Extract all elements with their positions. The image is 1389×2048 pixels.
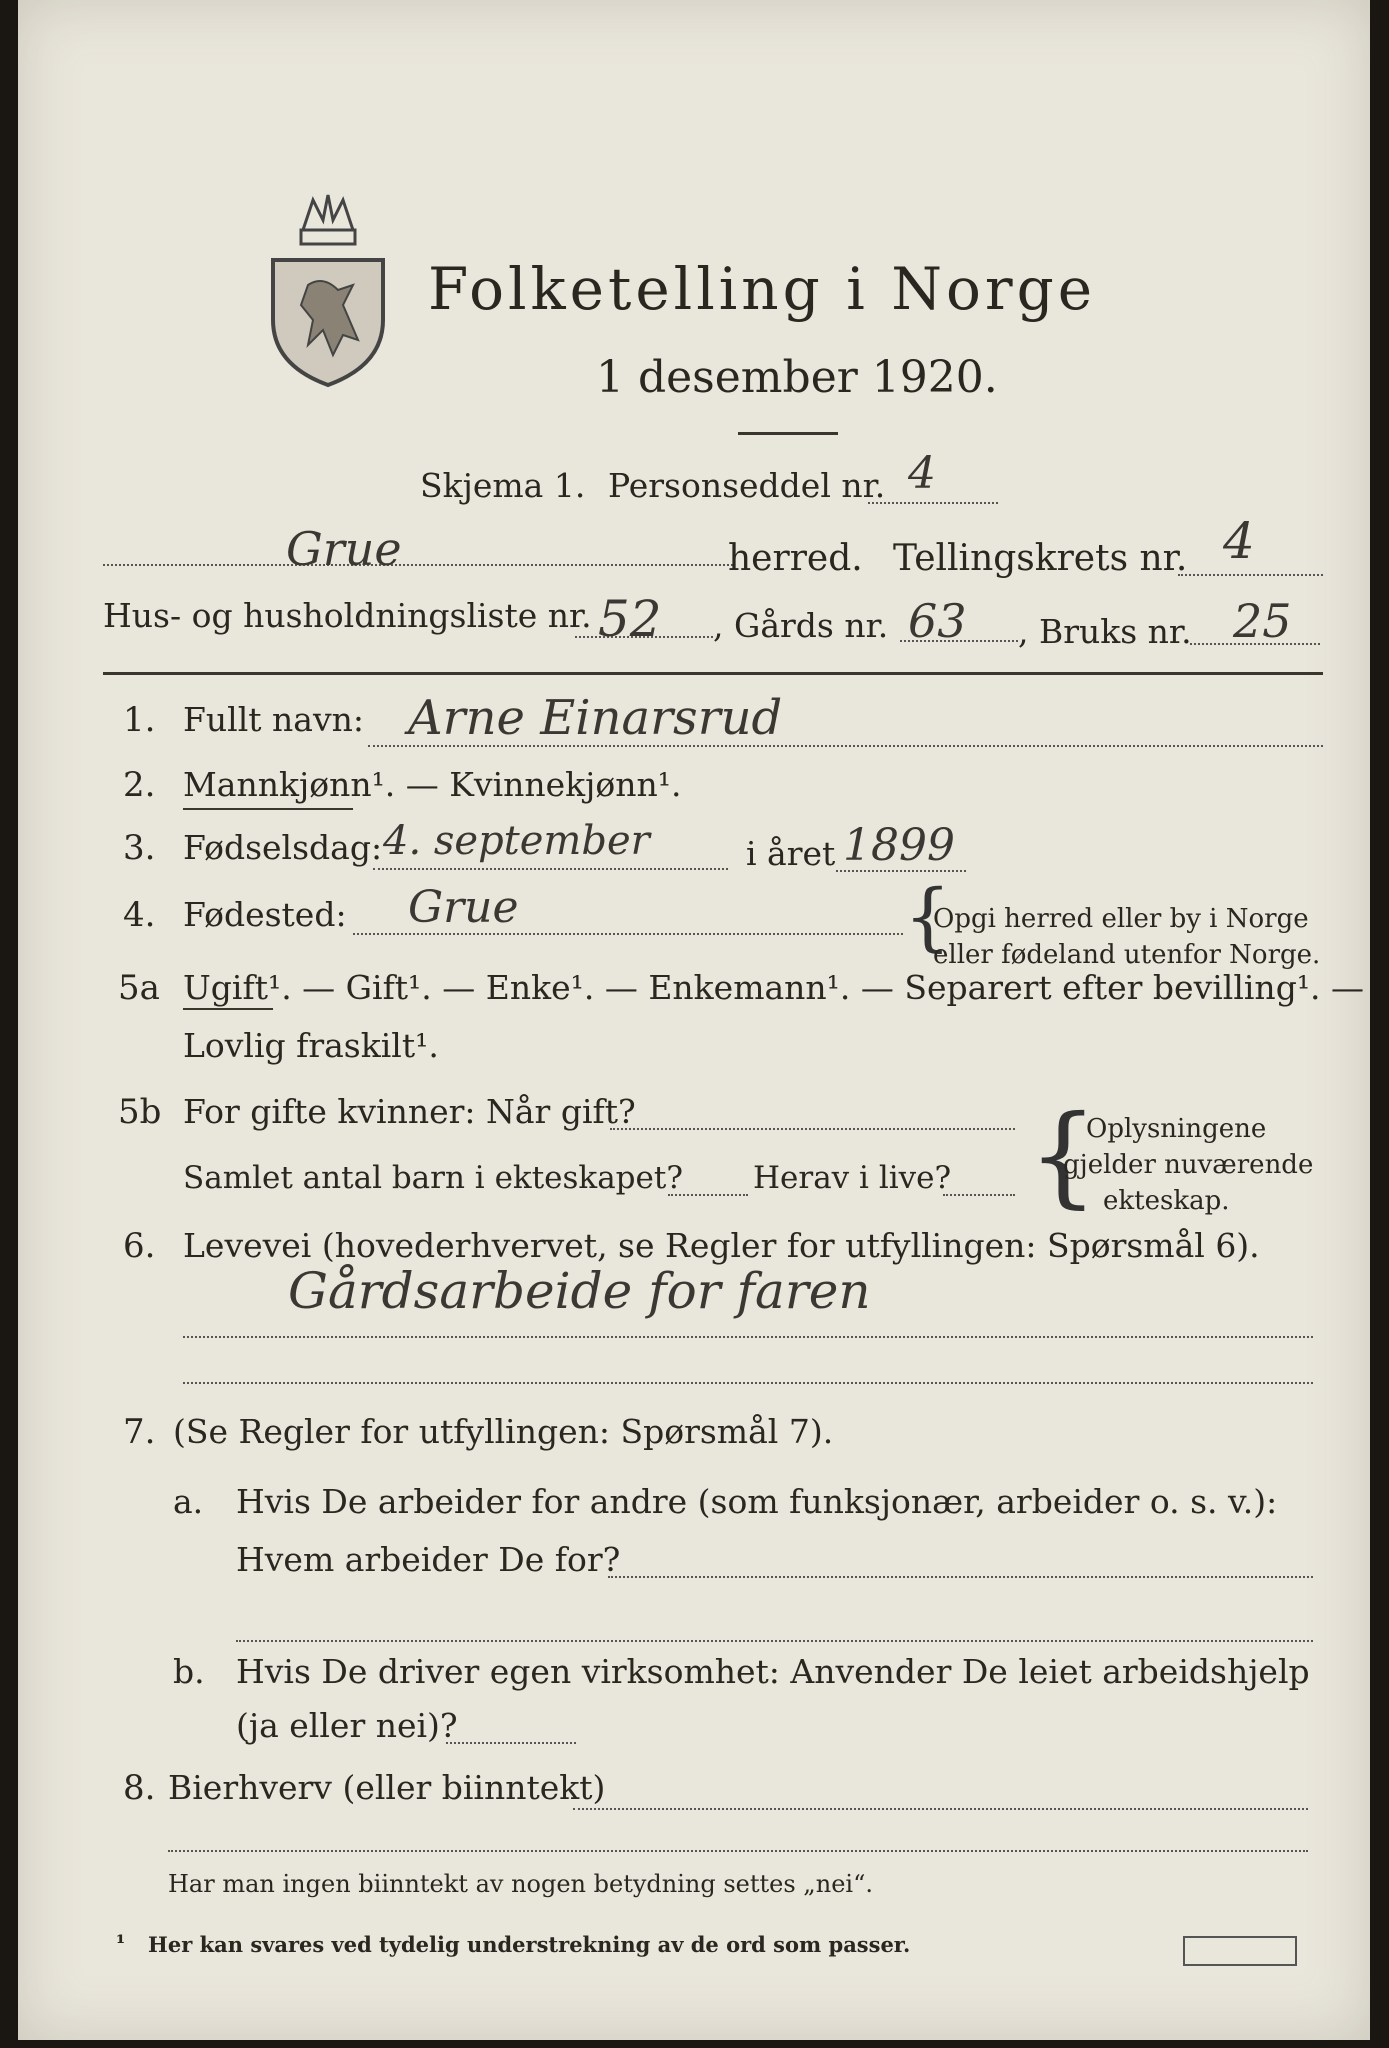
herred-label: herred. (728, 538, 863, 579)
gards-value[interactable]: 63 (908, 594, 967, 648)
occupation-value[interactable]: Gårdsarbeide for faren (288, 1262, 871, 1320)
q5b-note-line2: gjelder nuværende (1063, 1150, 1314, 1180)
tellingskrets-label: Tellingskrets nr. (893, 538, 1188, 579)
year-label: i året (746, 834, 836, 873)
q5b-line1: For gifte kvinner: Når gift? (183, 1092, 636, 1131)
alive-line[interactable] (943, 1194, 1015, 1196)
personseddel-label: Personseddel nr. (608, 466, 886, 505)
q7b-letter: b. (173, 1652, 205, 1691)
herred-line (103, 564, 733, 566)
census-date: 1 desember 1920. (596, 352, 998, 403)
husholdningsliste-label: Hus- og husholdningsliste nr. (103, 596, 592, 635)
occupation-line-1 (183, 1336, 1313, 1338)
bruks-label: , Bruks nr. (1018, 612, 1192, 651)
census-form-page (18, 0, 1370, 2040)
children-line[interactable] (668, 1194, 748, 1196)
footnote-text: Her kan svares ved tydelig understrekning av de ord som passer. (148, 1932, 911, 1957)
full-name-value[interactable]: Arne Einarsrud (408, 690, 783, 746)
q6-number: 6. (123, 1226, 156, 1266)
title-divider (738, 432, 838, 435)
q7-label: (Se Regler for utfyllingen: Spørsmål 7). (173, 1412, 834, 1451)
q5b-note-line3: ekteskap. (1103, 1186, 1230, 1216)
q1-label: Fullt navn: (183, 700, 364, 739)
no-income-note: Har man ingen biinntekt av nogen betydning settes „nei“. (168, 1870, 873, 1898)
footnote-mark: ¹ (116, 1930, 126, 1955)
header-divider (103, 672, 1323, 675)
form-title: Folketelling i Norge (428, 255, 1097, 323)
bruks-value[interactable]: 25 (1233, 594, 1292, 648)
q4-note-line1: Opgi herred eller by i Norge (933, 904, 1309, 934)
q3-number: 3. (123, 828, 156, 868)
q7a-text2: Hvem arbeider De for? (236, 1540, 621, 1579)
side-income-line-1[interactable] (573, 1808, 1308, 1810)
birthday-line (373, 868, 728, 870)
personseddel-line (868, 502, 998, 504)
q5b-alive-label: Herav i live? (753, 1160, 952, 1196)
occupation-line-2[interactable] (183, 1382, 1313, 1384)
marital-status-options-2[interactable]: Lovlig fraskilt¹. (183, 1026, 439, 1065)
q4-note-brace: { (904, 874, 952, 960)
q3-label: Fødselsdag: (183, 828, 383, 867)
q5a-number: 5a (118, 968, 160, 1008)
husholdningsliste-value[interactable]: 52 (598, 590, 662, 648)
q4-number: 4. (123, 895, 156, 935)
personseddel-value[interactable]: 4 (908, 448, 936, 499)
q1-number: 1. (123, 700, 156, 740)
schema-label: Skjema 1. (420, 466, 586, 505)
q2-number: 2. (123, 765, 156, 805)
q7b-text: Hvis De driver egen virksomhet: Anvender De leiet arbeidshjelp (236, 1652, 1310, 1691)
marital-status-options[interactable]: Ugift¹. — Gift¹. — Enke¹. — Enkemann¹. — Separert efter bevilling¹. — (183, 968, 1365, 1007)
q5b-note-brace: { (1028, 1091, 1098, 1219)
q4-note-line2: eller fødeland utenfor Norge. (933, 940, 1321, 970)
marital-status-underline (183, 1008, 273, 1010)
gender-options[interactable]: Mannkjønn¹. — Kvinnekjønn¹. (183, 765, 682, 804)
q8-number: 8. (123, 1768, 156, 1808)
birth-year-value[interactable]: 1899 (843, 820, 955, 871)
q7b-text2: (ja eller nei)? (236, 1706, 458, 1745)
employer-line-1[interactable] (608, 1576, 1313, 1578)
married-when-line[interactable] (610, 1128, 1015, 1130)
birthplace-line (353, 933, 903, 935)
q5b-children-label: Samlet antal barn i ekteskapet? (183, 1160, 683, 1196)
q7a-text: Hvis De arbeider for andre (som funksjonær, arbeider o. s. v.): (236, 1482, 1278, 1521)
q7-number: 7. (123, 1412, 156, 1452)
birthplace-value[interactable]: Grue (408, 882, 519, 933)
q4-label: Fødested: (183, 895, 347, 934)
employer-line-2[interactable] (236, 1640, 1313, 1642)
gards-label: , Gårds nr. (713, 606, 889, 645)
q5b-note-line1: Oplysningene (1086, 1114, 1267, 1144)
tellingskrets-value[interactable]: 4 (1223, 512, 1255, 570)
birthday-value[interactable]: 4. september (383, 818, 650, 864)
q5b-number: 5b (118, 1092, 162, 1132)
gender-underline (183, 808, 353, 810)
herred-value[interactable]: Grue (286, 522, 402, 576)
hired-help-line[interactable] (446, 1742, 576, 1744)
side-income-line-2[interactable] (168, 1850, 1308, 1852)
printer-stamp (1183, 1936, 1297, 1966)
tellingskrets-line (1178, 574, 1323, 576)
q6-label: Levevei (hovederhvervet, se Regler for utfyllingen: Spørsmål 6). (183, 1226, 1260, 1265)
coat-of-arms-icon (263, 190, 393, 390)
q7a-letter: a. (173, 1482, 204, 1521)
q8-label: Bierhverv (eller biinntekt) (168, 1768, 606, 1807)
